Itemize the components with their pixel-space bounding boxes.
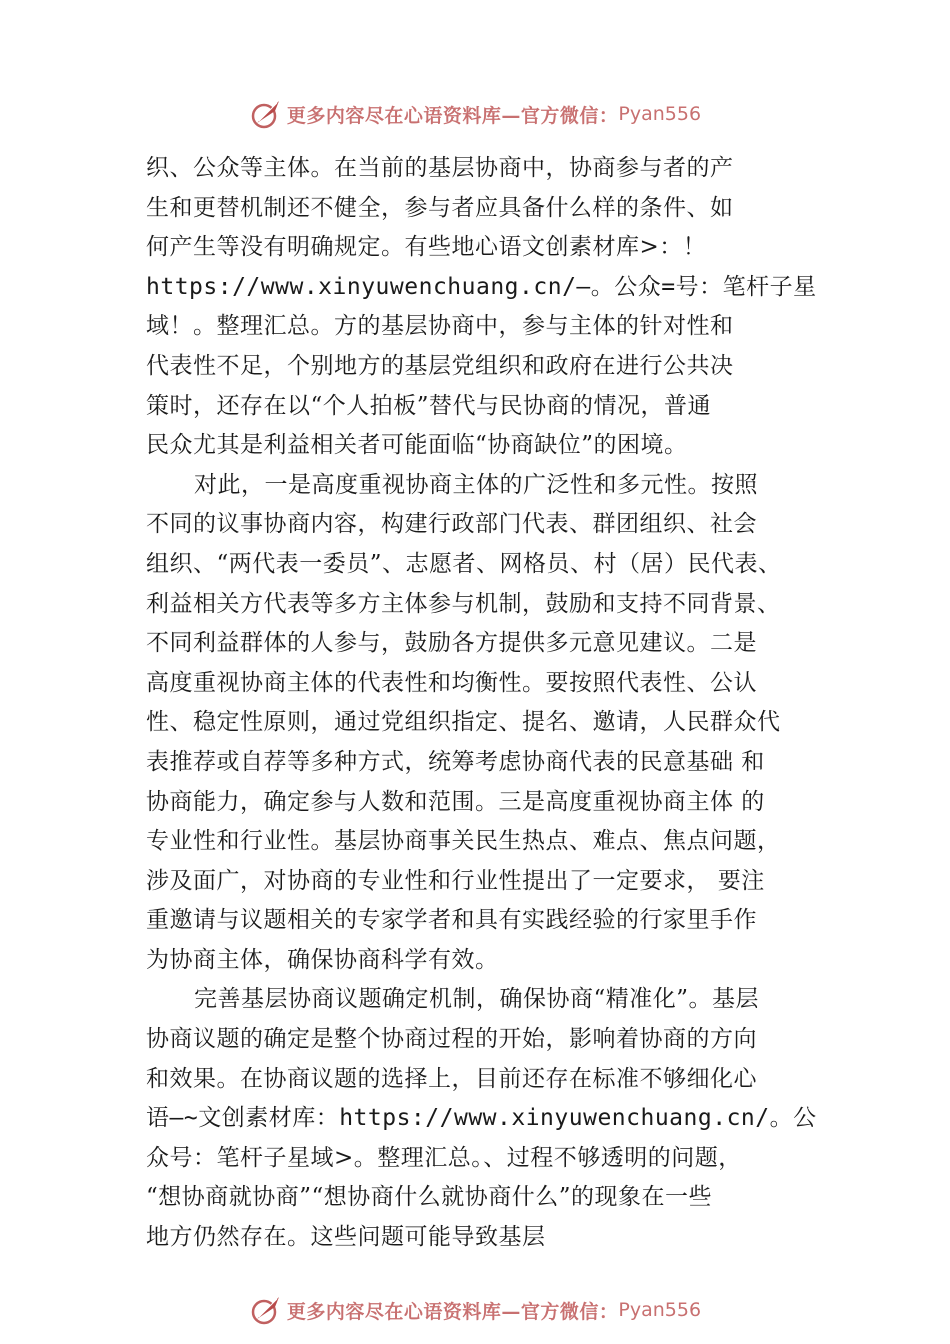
- quill-logo-icon: [249, 1293, 283, 1327]
- text-line: 何产生等没有明确规定。有些地心语文创素材库>：！: [146, 234, 707, 261]
- text-line: 性、稳定性原则，通过党组织指定、提名、邀请，人民群众代: [146, 709, 781, 736]
- text-line: 协商能力，确定参与人数和范围。三是高度重视协商主体 的: [146, 788, 765, 815]
- text-line: 语—~文创素材库：https://www.xinyuwenchuang.cn/。公: [146, 1105, 817, 1132]
- footer-banner: [0, 1290, 950, 1330]
- paragraph-start-line: 对此，一是高度重视协商主体的广泛性和多元性。按照: [194, 471, 758, 498]
- text-line: 不同的议事协商内容，构建行政部门代表、群团组织、社会: [146, 511, 757, 538]
- paragraph-start-line: 完善基层协商议题确定机制，确保协商“精准化”。基层: [194, 986, 760, 1013]
- text-line: 涉及面广，对协商的专业性和行业性提出了一定要求， 要注: [146, 867, 765, 894]
- text-line: 域！。整理汇总。方的基层协商中，参与主体的针对性和: [146, 313, 734, 340]
- text-line: 地方仍然存在。这些问题可能导致基层: [146, 1224, 546, 1251]
- text-line: 利益相关方代表等多方主体参与机制，鼓励和支持不同背景、: [146, 590, 781, 617]
- text-line: 民众尤其是利益相关者可能面临“协商缺位”的困境。: [146, 432, 688, 459]
- text-line: 组织、“两代表一委员”、志愿者、网格员、村（居）民代表、: [146, 550, 782, 577]
- text-line: 专业性和行业性。基层协商事关民生热点、难点、焦点问题，: [146, 828, 781, 855]
- text-line: https://www.xinyuwenchuang.cn/—。公众=号：笔杆子星: [146, 273, 817, 300]
- document-body: [146, 149, 836, 1258]
- text-line: 代表性不足，个别地方的基层党组织和政府在进行公共决: [146, 352, 734, 379]
- text-line: 为协商主体，确保协商科学有效。: [146, 946, 499, 973]
- header-text: 更多内容尽在心语资料库—官方微信：: [286, 104, 619, 127]
- text-line: “想协商就协商”“想协商什么就协商什么”的现象在一些: [146, 1184, 713, 1211]
- header-banner: [0, 94, 950, 134]
- footer-text: 更多内容尽在心语资料库—官方微信：: [286, 1300, 619, 1323]
- text-line: 重邀请与议题相关的专家学者和具有实践经验的行家里手作: [146, 907, 757, 934]
- text-line: 织、公众等主体。在当前的基层协商中，协商参与者的产: [146, 155, 734, 181]
- text-line: 不同利益群体的人参与，鼓励各方提供多元意见建议。二是: [146, 630, 757, 657]
- text-line: 众号：笔杆子星域>。整理汇总。、过程不够透明的问题，: [146, 1144, 742, 1171]
- text-line: 策时，还存在以“个人拍板”替代与民协商的情况，普通: [146, 392, 712, 419]
- text-line: 生和更替机制还不健全，参与者应具备什么样的条件、如: [146, 194, 734, 221]
- text-line: 和效果。在协商议题的选择上，目前还存在标准不够细化心: [146, 1065, 757, 1092]
- quill-logo-icon: [249, 97, 283, 131]
- text-line: 协商议题的确定是整个协商过程的开始，影响着协商的方向: [146, 1026, 757, 1053]
- header-handle: Pyan556: [618, 103, 702, 125]
- text-line: 高度重视协商主体的代表性和均衡性。要按照代表性、公认: [146, 669, 757, 696]
- text-line: 表推荐或自荐等多种方式，统筹考虑协商代表的民意基础 和: [146, 748, 765, 775]
- footer-handle: Pyan556: [618, 1299, 702, 1321]
